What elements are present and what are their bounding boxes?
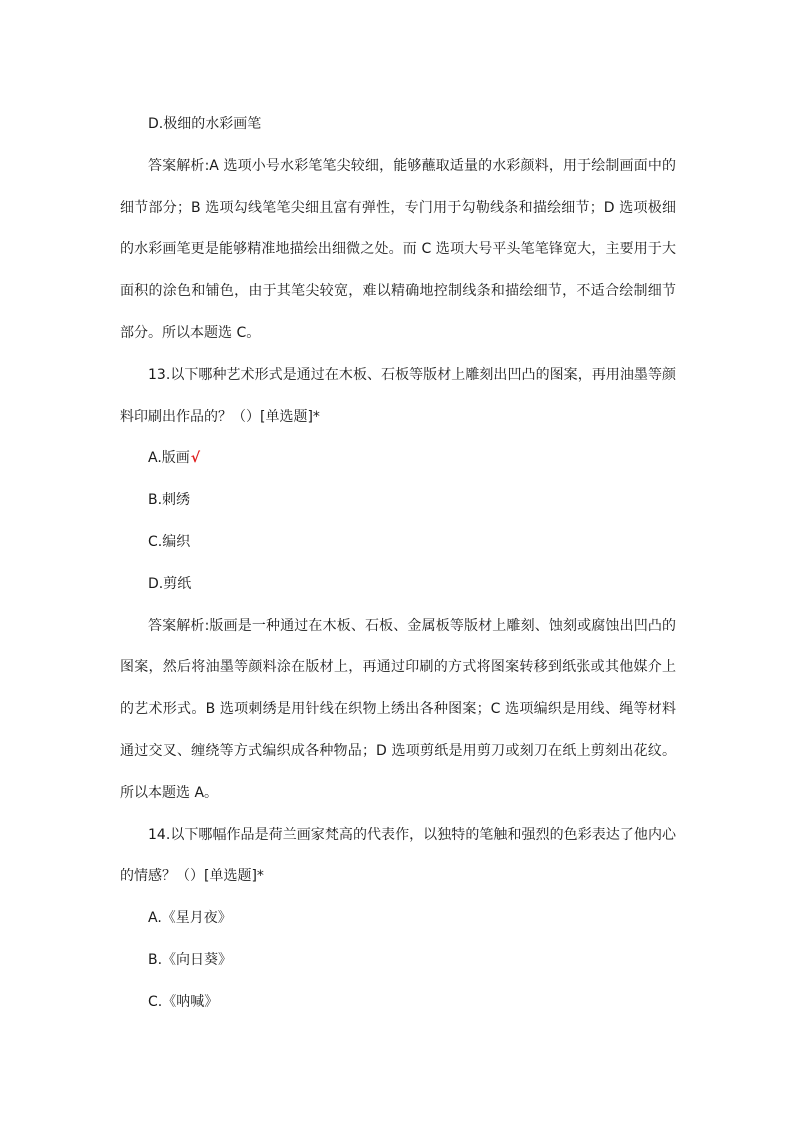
q13-question: 13.以下哪种艺术形式是通过在木板、石板等版材上雕刻出凹凸的图案，再用油墨等颜料印刷出作品的？（）[单选题]*	[120, 366, 676, 425]
correct-checkmark: √	[190, 450, 201, 467]
q13-option-b: B.刺绣	[148, 492, 191, 509]
q13-option-c: C.编织	[148, 533, 191, 550]
q14-option-b: B.《向日葵》	[148, 951, 233, 968]
q12-option-d: D.极细的水彩画笔	[148, 116, 262, 132]
q13-option-d: D.剪纸	[148, 575, 192, 592]
document-body	[120, 104, 676, 1024]
q14-option-c: C.《呐喊》	[148, 993, 219, 1010]
q14-question: 14.以下哪幅作品是荷兰画家梵高的代表作，以独特的笔触和强烈的色彩表达了他内心的情感？（）[单选题]*	[120, 826, 676, 885]
q13-option-a: A.版画√	[148, 450, 201, 467]
q13-answer-explanation: 答案解析:版画是一种通过在木板、石板、金属板等版材上雕刻、蚀刻或腐蚀出凹凸的图案，然后将油墨等颜料涂在版材上，再通过印刷的方式将图案转移到纸张或其他媒介上的艺术形式。B 选项刺绣是用针线在织物上绣出各种图案；C 选项编织是用线、绳等材料通过交叉、缠绕等方式编织成各种物品；D 选项剪纸是用剪刀或刻刀在纸上剪刻出花纹。所以本题选 A。	[120, 617, 676, 801]
q12-answer-explanation: 答案解析:A 选项小号水彩笔笔尖较细，能够蘸取适量的水彩颜料，用于绘制画面中的细节部分；B 选项勾线笔笔尖细且富有弹性，专门用于勾勒线条和描绘细节；D 选项极细的水彩画笔更是能够精准地描绘出细微之处。而 C 选项大号平头笔笔锋宽大，主要用于大面积的涂色和铺色，由于其笔尖较宽，难以精确地控制线条和描绘细节，不适合绘制细节部分。所以本题选 C。	[120, 157, 676, 341]
q14-option-a: A.《星月夜》	[148, 910, 232, 927]
